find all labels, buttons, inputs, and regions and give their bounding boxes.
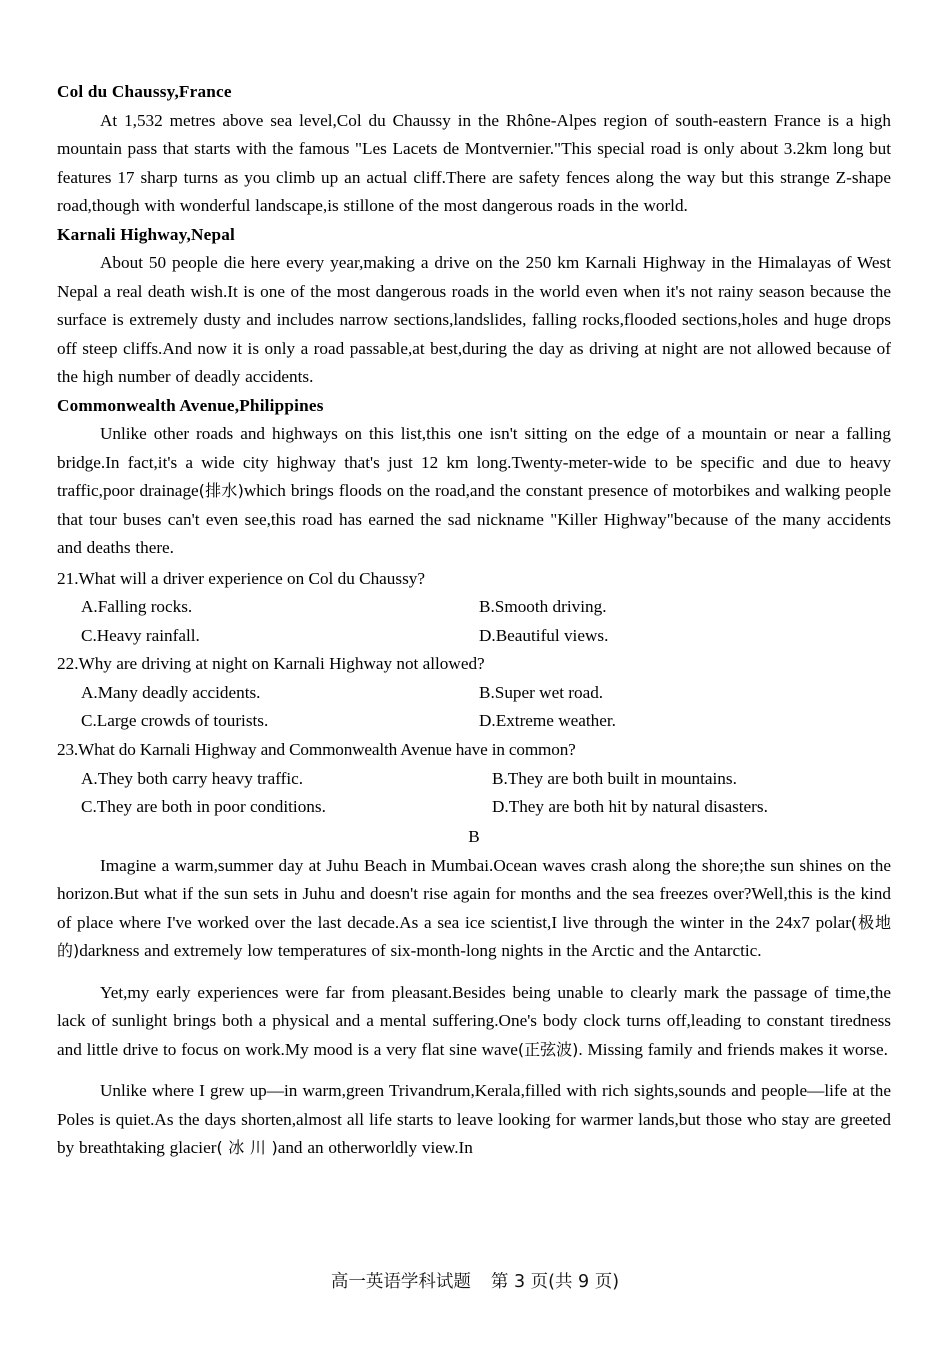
question-23-stem: 23.What do Karnali Highway and Commonwealth Avenue have in common? bbox=[57, 740, 576, 760]
question-23-option-b[interactable]: B.They are both built in mountains. bbox=[492, 768, 737, 788]
passage-b-paragraph-1 bbox=[57, 852, 891, 966]
passage-b-p2-part2: . Missing family and friends makes it worse. bbox=[578, 1039, 888, 1059]
question-22-option-a[interactable]: A.Many deadly accidents. bbox=[81, 682, 261, 702]
question-22-option-d[interactable]: D.Extreme weather. bbox=[479, 711, 616, 731]
question-21-stem: 21.What will a driver experience on Col du Chaussy? bbox=[57, 568, 425, 588]
subheading-commonwealth-avenue: Commonwealth Avenue,Philippines bbox=[57, 395, 324, 415]
question-21-options-row-2 bbox=[57, 622, 891, 651]
question-21-option-d[interactable]: D.Beautiful views. bbox=[479, 625, 609, 645]
paragraph-commonwealth-part2: which brings floods on the road,and the constant presence of motorbikes and walking people that tour buses can't even see,this road has earned the sad nickname "Killer Highway"because of the many accidents and deaths there. bbox=[57, 481, 891, 557]
question-23-options-row-2 bbox=[57, 793, 891, 822]
paragraph-karnali-highway: About 50 people die here every year,making a drive on the 250 km Karnali Highway in the Himalayas of West Nepal a real death wish.It is one of the most dangerous roads in the world even when it's not rainy season because the surface is extremely dusty and includes narrow sections,landslides, falling rocks,flooded sections,holes and huge drops off steep cliffs.And now it is only a road passable,at best,during the day as driving at night are not allowed because of the high number of deadly accidents. bbox=[57, 253, 891, 386]
passage-b-p2-part1: Yet,my early experiences were far from pleasant.Besides being unable to clearly mark the passage of time,the lack of sunlight brings both a physical and a mental suffering.One's body clock turns off,leading to constant tiredness and little drive to focus on work.My mood is a very flat sine wave bbox=[57, 982, 891, 1059]
spacer bbox=[57, 966, 891, 979]
question-23-option-c[interactable]: C.They are both in poor conditions. bbox=[81, 797, 326, 817]
page-content bbox=[57, 78, 891, 1163]
passage-b-paragraph-2 bbox=[57, 979, 891, 1065]
paragraph-commonwealth-part1: Unlike other roads and highways on this list,this one isn't sitting on the edge of a mountain or near a falling bridge.In fact,it's a wide city highway that's just 12 km long.Twenty-meter-wide to be specific and due to heavy traffic,poor drainage bbox=[57, 424, 891, 500]
passage-b-p1-part2: darkness and extremely low temperatures of six-month-long nights in the Arctic and the Antarctic. bbox=[79, 941, 762, 961]
gloss-drainage: (排水) bbox=[198, 481, 244, 500]
passage-b-paragraph-3 bbox=[57, 1077, 891, 1163]
passage-b-p1-part1: Imagine a warm,summer day at Juhu Beach in Mumbai.Ocean waves crash along the shore;the sun shines on the horizon.But what if the sun sets in Juhu and doesn't rise again for months and the sea freezes over?Well,this is the kind of place where I've worked over the last decade.As a sea ice scientist,I live through the winter in the 24x7 polar bbox=[57, 855, 891, 932]
passage-b-p3-part1: Unlike where I grew up—in warm,green Trivandrum,Kerala,filled with rich sights,sounds and people—life at the Poles is quiet.As the days shorten,almost all life starts to leave looking for warmer lands,but those who stay are greeted by breathtaking glacier bbox=[57, 1081, 891, 1158]
gloss-glacier: ( 冰 川 ) bbox=[216, 1138, 278, 1158]
paragraph-commonwealth-avenue bbox=[57, 420, 891, 563]
question-23-option-a[interactable]: A.They both carry heavy traffic. bbox=[81, 768, 304, 788]
page-footer bbox=[0, 1268, 950, 1293]
question-22-option-c[interactable]: C.Large crowds of tourists. bbox=[81, 711, 269, 731]
footer-subject: 高一英语学科试题 bbox=[330, 1272, 471, 1292]
question-22-stem: 22.Why are driving at night on Karnali Highway not allowed? bbox=[57, 654, 485, 674]
section-letter-b: B bbox=[468, 826, 480, 846]
gloss-sine-wave: (正弦波) bbox=[517, 1039, 579, 1059]
question-21-options-row-1 bbox=[57, 593, 891, 622]
question-21-option-a[interactable]: A.Falling rocks. bbox=[81, 597, 193, 617]
question-22-options-row-2 bbox=[57, 707, 891, 736]
subheading-karnali-highway: Karnali Highway,Nepal bbox=[57, 224, 236, 244]
footer-page-number: 第 3 页(共 9 页) bbox=[490, 1272, 620, 1292]
question-22-option-b[interactable]: B.Super wet road. bbox=[479, 682, 604, 702]
question-23-option-d[interactable]: D.They are both hit by natural disasters. bbox=[492, 797, 768, 817]
gloss-polar: (极地的) bbox=[57, 912, 891, 961]
question-21-option-b[interactable]: B.Smooth driving. bbox=[479, 597, 607, 617]
passage-b-p3-part2: and an otherworldly view.In bbox=[277, 1138, 473, 1158]
question-21-option-c[interactable]: C.Heavy rainfall. bbox=[81, 625, 200, 645]
question-22-options-row-1 bbox=[57, 679, 891, 708]
question-23-options-row-1 bbox=[57, 765, 891, 794]
subheading-col-du-chaussy: Col du Chaussy,France bbox=[57, 82, 232, 101]
paragraph-col-du-chaussy: At 1,532 metres above sea level,Col du Chaussy in the Rhône-Alpes region of south-eastern France is a high mountain pass that starts with the famous "Les Lacets de Montvernier."This special road is only about 3.2km long but features 17 sharp turns as you climb up an actual cliff.There are safety fences along the way but this strange Z-shape road,though with wonderful landscape,is stillone of the most dangerous roads in the world. bbox=[57, 110, 891, 215]
spacer bbox=[57, 1064, 891, 1077]
